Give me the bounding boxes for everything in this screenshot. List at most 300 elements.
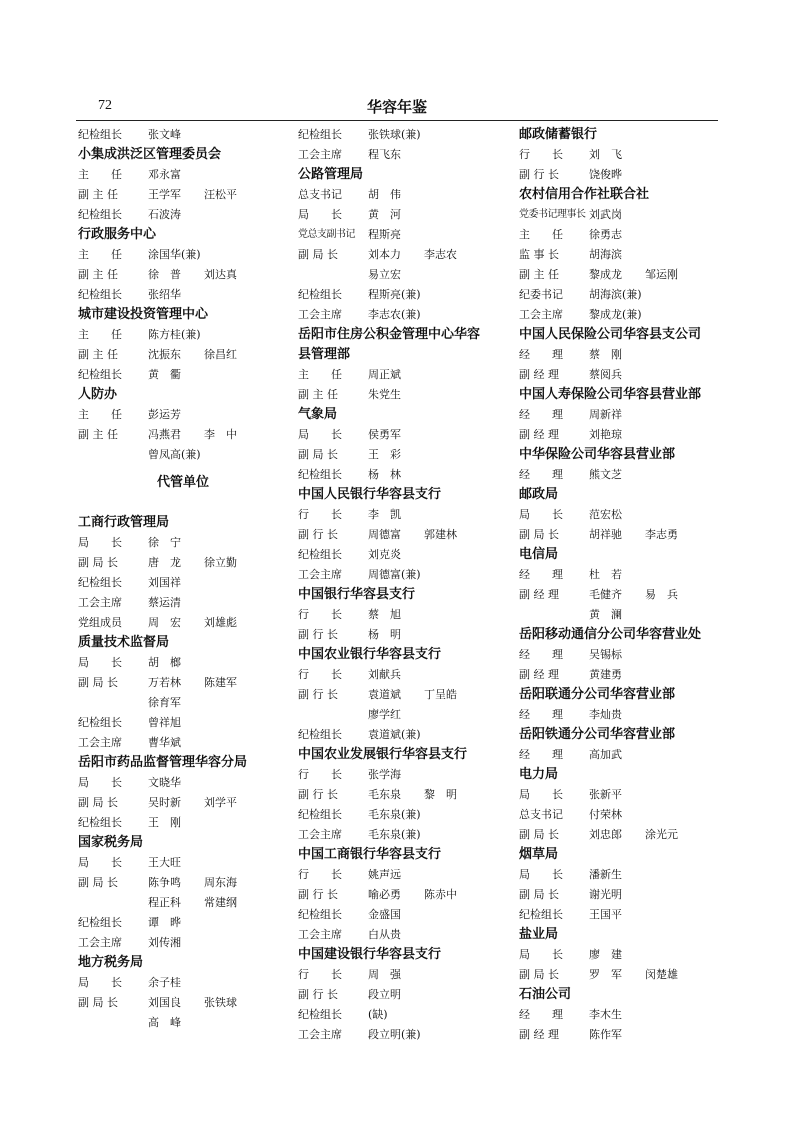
person-name: 张文峰 [148, 128, 181, 141]
position-title: 纪检组长 [298, 728, 342, 741]
position-title: 总支书记 [519, 808, 563, 821]
position-title: 副 局 长 [78, 556, 118, 569]
position-title: 工会主席 [519, 308, 563, 321]
person-name: 王大旺 [148, 856, 181, 869]
person-name: 谢光明 [589, 888, 622, 901]
staff-row [298, 465, 508, 485]
position-title: 党总支副书记 [298, 229, 355, 240]
person-name: 周东海 [204, 876, 237, 889]
staff-row [78, 773, 288, 793]
organization-heading: 中国农业银行华容县支行 [298, 647, 442, 662]
organization-heading: 小集成洪泛区管理委员会 [78, 147, 222, 162]
position-title: 主 任 [519, 228, 563, 241]
organization-heading: 石油公司 [519, 987, 572, 1002]
organization-heading: 工商行政管理局 [78, 515, 170, 530]
staff-row [298, 865, 508, 885]
person-name: 程正科 [148, 896, 181, 909]
staff-row [298, 685, 508, 705]
person-name: 刘克炎 [368, 548, 401, 561]
position-title: 纪检组长 [298, 908, 342, 921]
page-title: 华容年鉴 [366, 98, 427, 116]
person-name: 张学海 [368, 768, 401, 781]
staff-row [519, 305, 719, 325]
staff-row [78, 713, 288, 733]
person-name: 饶俊晔 [589, 168, 622, 181]
position-title: 副 经 理 [519, 1028, 559, 1041]
staff-row [78, 533, 288, 553]
column-2 [298, 125, 508, 1045]
staff-row [78, 793, 288, 813]
organization-heading: 电信局 [519, 547, 559, 562]
person-name: 周新祥 [589, 408, 622, 421]
person-name: 易 兵 [645, 588, 678, 601]
person-name: 谭 晔 [148, 916, 181, 929]
staff-row [78, 125, 288, 145]
organization-heading: 烟草局 [519, 847, 559, 862]
person-name: 黎成龙(兼) [589, 308, 642, 321]
position-title: 主 任 [298, 368, 342, 381]
person-name: 刘雄彪 [204, 616, 237, 629]
position-title: 局 长 [519, 508, 563, 521]
staff-row [519, 965, 719, 985]
person-name: 潘新生 [589, 868, 622, 881]
person-name: 蔡阅兵 [589, 368, 622, 381]
position-title: 副 行 长 [298, 628, 338, 641]
position-title: 副 行 长 [298, 688, 338, 701]
organization-heading: 公路管理局 [298, 167, 364, 182]
position-title: 副 局 长 [298, 448, 338, 461]
person-name: 刘忠郎 [589, 828, 622, 841]
person-name: 李 凯 [368, 508, 401, 521]
person-name: 付荣林 [589, 808, 622, 821]
person-name: 张铁球(兼) [368, 128, 421, 141]
organization-heading: 国家税务局 [78, 835, 144, 850]
organization-heading: 岳阳联通分公司华容营业部 [519, 687, 676, 702]
position-title: 纪检组长 [78, 576, 122, 589]
position-title: 局 长 [519, 948, 563, 961]
staff-row [519, 865, 719, 885]
person-name: 姚声远 [368, 868, 401, 881]
staff-row [298, 605, 508, 625]
staff-row [78, 573, 288, 593]
staff-row [78, 853, 288, 873]
staff-row [519, 365, 719, 385]
person-name: 李 中 [204, 428, 237, 441]
position-title: 纪检组长 [519, 908, 563, 921]
position-title: 副 局 长 [298, 248, 338, 261]
organization-heading: 岳阳市住房公积金管理中心华容 [298, 327, 481, 342]
position-title: 工会主席 [78, 936, 122, 949]
person-name: 易立宏 [368, 268, 401, 281]
position-title: 局 长 [298, 208, 342, 221]
staff-row-continued [78, 693, 288, 713]
person-name: 蔡 旭 [368, 608, 401, 621]
person-name: 徐立勤 [204, 556, 237, 569]
organization-heading: 中国人寿保险公司华容县营业部 [519, 387, 702, 402]
position-title: 工会主席 [298, 568, 342, 581]
person-name: 熊文芝 [589, 468, 622, 481]
position-title: 行 长 [298, 868, 342, 881]
person-name: 曹华斌 [148, 736, 181, 749]
staff-row [78, 653, 288, 673]
person-name: 徐育军 [148, 696, 181, 709]
person-name: 张铁球 [204, 996, 237, 1009]
person-name: 刘达真 [204, 268, 237, 281]
position-title: 经 理 [519, 408, 563, 421]
person-name: 黄建勇 [589, 668, 622, 681]
staff-row [519, 405, 719, 425]
position-title: 行 长 [298, 668, 342, 681]
person-name: (缺) [368, 1008, 388, 1021]
position-title: 副 经 理 [519, 668, 559, 681]
position-title: 经 理 [519, 748, 563, 761]
staff-row-continued [78, 893, 288, 913]
staff-row [519, 565, 719, 585]
organization-heading: 中国建设银行华容县支行 [298, 947, 442, 962]
person-name: 张新平 [589, 788, 622, 801]
organization-heading: 电力局 [519, 767, 559, 782]
staff-row [519, 905, 719, 925]
person-name: 罗 军 [589, 968, 622, 981]
staff-row [78, 405, 288, 425]
person-name: 陈赤中 [424, 888, 457, 901]
person-name: 周德富 [368, 528, 401, 541]
staff-row [78, 365, 288, 385]
position-title: 主 任 [78, 408, 122, 421]
person-name: 周正斌 [368, 368, 401, 381]
person-name: 文晓华 [148, 776, 181, 789]
position-title: 党委书记理事长 [519, 209, 586, 220]
person-name: 冯燕君 [148, 428, 181, 441]
staff-row [298, 505, 508, 525]
staff-row [78, 913, 288, 933]
position-title: 局 长 [78, 856, 122, 869]
position-title: 工会主席 [298, 1028, 342, 1041]
staff-row [298, 425, 508, 445]
person-name: 程斯亮 [368, 228, 401, 241]
position-title: 局 长 [298, 428, 342, 441]
staff-row [78, 265, 288, 285]
staff-row [78, 185, 288, 205]
staff-row [519, 525, 719, 545]
position-title: 纪检组长 [78, 368, 122, 381]
staff-row [519, 245, 719, 265]
staff-row [519, 745, 719, 765]
person-name: 丁呈皓 [424, 688, 457, 701]
organization-heading: 中国人民银行华容县支行 [298, 487, 442, 502]
position-title: 行 长 [298, 968, 342, 981]
person-name: 毛东泉 [368, 788, 401, 801]
person-name: 杜 若 [589, 568, 622, 581]
staff-row [78, 973, 288, 993]
staff-row [298, 725, 508, 745]
person-name: 黄 河 [368, 208, 401, 221]
column-1 [78, 125, 288, 1033]
organization-heading: 城市建设投资管理中心 [78, 307, 209, 322]
staff-row [78, 993, 288, 1013]
person-name: 毛健齐 [589, 588, 622, 601]
staff-row [298, 805, 508, 825]
person-name: 沈振东 [148, 348, 181, 361]
staff-row [519, 425, 719, 445]
person-name: 刘国祥 [148, 576, 181, 589]
position-title: 局 长 [519, 788, 563, 801]
header-rule [76, 120, 718, 121]
person-name: 胡 伟 [368, 188, 401, 201]
staff-row [519, 505, 719, 525]
position-title: 纪检组长 [78, 288, 122, 301]
staff-row [519, 1025, 719, 1045]
person-name: 刘艳琼 [589, 428, 622, 441]
person-name: 刘 飞 [589, 148, 622, 161]
person-name: 刘武岗 [589, 208, 622, 221]
person-name: 刘学平 [204, 796, 237, 809]
person-name: 刘国良 [148, 996, 181, 1009]
organization-heading: 中国农业发展银行华容县支行 [298, 747, 468, 762]
page-header [76, 96, 718, 120]
position-title: 副 行 长 [519, 168, 559, 181]
staff-row [519, 265, 719, 285]
position-title: 行 长 [519, 148, 563, 161]
position-title: 副 局 长 [78, 996, 118, 1009]
position-title: 局 长 [78, 536, 122, 549]
staff-row [519, 145, 719, 165]
staff-row [519, 585, 719, 605]
staff-row [78, 593, 288, 613]
position-title: 经 理 [519, 468, 563, 481]
person-name: 周 强 [368, 968, 401, 981]
person-name: 郭建林 [424, 528, 457, 541]
position-title: 副 经 理 [519, 368, 559, 381]
person-name: 杨 林 [368, 468, 401, 481]
staff-row [298, 1005, 508, 1025]
organization-heading: 岳阳市药品监督管理华容分局 [78, 755, 248, 770]
person-name: 毛东泉(兼) [368, 828, 421, 841]
person-name: 吴锡标 [589, 648, 622, 661]
person-name: 胡海滨(兼) [589, 288, 642, 301]
staff-row [298, 925, 508, 945]
staff-row [519, 805, 719, 825]
organization-heading: 行政服务中心 [78, 227, 157, 242]
staff-row-continued [298, 265, 508, 285]
person-name: 徐昌红 [204, 348, 237, 361]
staff-row [298, 145, 508, 165]
position-title: 工会主席 [78, 596, 122, 609]
staff-row [519, 225, 719, 245]
person-name: 李志农 [424, 248, 457, 261]
staff-row [519, 785, 719, 805]
person-name: 廖学红 [368, 708, 401, 721]
person-name: 徐勇志 [589, 228, 622, 241]
person-name: 陈争鸣 [148, 876, 181, 889]
staff-row [78, 933, 288, 953]
person-name: 周 宏 [148, 616, 181, 629]
organization-heading: 中华保险公司华容县营业部 [519, 447, 676, 462]
person-name: 黄 澜 [589, 608, 622, 621]
organization-heading: 岳阳铁通分公司华容营业部 [519, 727, 676, 742]
position-title: 副 局 长 [519, 528, 559, 541]
person-name: 李灿贵 [589, 708, 622, 721]
organization-heading: 盐业局 [519, 927, 559, 942]
position-title: 纪检组长 [78, 716, 122, 729]
person-name: 陈作军 [589, 1028, 622, 1041]
person-name: 金盛国 [368, 908, 401, 921]
position-title: 经 理 [519, 648, 563, 661]
person-name: 彭运芳 [148, 408, 181, 421]
position-title: 局 长 [519, 868, 563, 881]
person-name: 程斯亮(兼) [368, 288, 421, 301]
person-name: 陈方桂(兼) [148, 328, 201, 341]
position-title: 副 局 长 [78, 676, 118, 689]
organization-heading: 气象局 [298, 407, 338, 422]
page-number: 72 [98, 98, 112, 113]
staff-row [78, 553, 288, 573]
position-title: 副 局 长 [519, 828, 559, 841]
staff-row [298, 965, 508, 985]
position-title: 纪检组长 [298, 808, 342, 821]
person-name: 王学军 [148, 188, 181, 201]
staff-row [78, 873, 288, 893]
spacer [78, 493, 288, 513]
staff-row [298, 825, 508, 845]
person-name: 黄 衢 [148, 368, 181, 381]
person-name: 余子桂 [148, 976, 181, 989]
person-name: 刘传湘 [148, 936, 181, 949]
staff-row [298, 1025, 508, 1045]
position-title: 副 局 长 [519, 968, 559, 981]
organization-heading: 中国人民保险公司华容县支公司 [519, 327, 702, 342]
organization-heading: 地方税务局 [78, 955, 144, 970]
person-name: 闵楚雄 [645, 968, 678, 981]
organization-heading: 质量技术监督局 [78, 635, 170, 650]
person-name: 胡 榔 [148, 656, 181, 669]
person-name: 李志勇 [645, 528, 678, 541]
staff-row [298, 665, 508, 685]
person-name: 曾祥旭 [148, 716, 181, 729]
position-title: 局 长 [78, 656, 122, 669]
staff-row [298, 885, 508, 905]
position-title: 纪检组长 [78, 916, 122, 929]
column-3 [519, 125, 719, 1045]
person-name: 唐 龙 [148, 556, 181, 569]
staff-row-continued [519, 605, 719, 625]
person-name: 黎 明 [424, 788, 457, 801]
organization-heading: 邮政储蓄银行 [519, 127, 598, 142]
position-title: 局 长 [78, 976, 122, 989]
position-title: 经 理 [519, 708, 563, 721]
staff-row [298, 305, 508, 325]
person-name: 蔡运清 [148, 596, 181, 609]
position-title: 副 主 任 [78, 428, 118, 441]
position-title: 副 主 任 [78, 268, 118, 281]
position-title: 纪检组长 [298, 468, 342, 481]
staff-row [78, 285, 288, 305]
person-name: 邹运刚 [645, 268, 678, 281]
staff-row [298, 285, 508, 305]
person-name: 段立明 [368, 988, 401, 1001]
position-title: 监 事 长 [519, 248, 559, 261]
person-name: 黎成龙 [589, 268, 622, 281]
position-title: 纪检组长 [298, 548, 342, 561]
position-title: 行 长 [298, 608, 342, 621]
staff-row [519, 345, 719, 365]
position-title: 工会主席 [78, 736, 122, 749]
staff-row [298, 245, 508, 265]
person-name: 李志农(兼) [368, 308, 421, 321]
staff-row [519, 645, 719, 665]
position-title: 纪检组长 [78, 816, 122, 829]
person-name: 涂国华(兼) [148, 248, 201, 261]
person-name: 白从贵 [368, 928, 401, 941]
staff-row [519, 285, 719, 305]
staff-row [519, 465, 719, 485]
person-name: 吴时新 [148, 796, 181, 809]
staff-row [78, 813, 288, 833]
position-title: 副 主 任 [78, 188, 118, 201]
staff-row [519, 665, 719, 685]
person-name: 万若林 [148, 676, 181, 689]
organization-heading: 县管理部 [298, 347, 351, 362]
staff-row [298, 385, 508, 405]
organization-heading: 农村信用合作社联合社 [519, 187, 650, 202]
staff-row [519, 165, 719, 185]
staff-row [519, 885, 719, 905]
person-name: 张绍华 [148, 288, 181, 301]
staff-row [519, 825, 719, 845]
position-title: 副 行 长 [298, 788, 338, 801]
person-name: 王 彩 [368, 448, 401, 461]
staff-row [298, 445, 508, 465]
person-name: 刘献兵 [368, 668, 401, 681]
person-name: 朱党生 [368, 388, 401, 401]
staff-row [78, 245, 288, 265]
staff-row [519, 945, 719, 965]
staff-row [298, 525, 508, 545]
position-title: 纪检组长 [78, 208, 122, 221]
position-title: 主 任 [78, 168, 122, 181]
person-name: 胡海滨 [589, 248, 622, 261]
position-title: 工会主席 [298, 828, 342, 841]
staff-row [298, 905, 508, 925]
position-title: 副 行 长 [298, 988, 338, 1001]
organization-heading: 中国银行华容县支行 [298, 587, 416, 602]
position-title: 总支书记 [298, 188, 342, 201]
position-title: 纪检组长 [298, 128, 342, 141]
staff-row [298, 765, 508, 785]
position-title: 行 长 [298, 768, 342, 781]
staff-row [298, 365, 508, 385]
staff-row [298, 785, 508, 805]
position-title: 副 局 长 [519, 888, 559, 901]
staff-row [519, 705, 719, 725]
section-heading: 代管单位 [156, 475, 209, 490]
position-title: 纪委书记 [519, 288, 563, 301]
organization-heading: 人防办 [78, 387, 118, 402]
person-name: 常建纲 [204, 896, 237, 909]
position-title: 副 主 任 [78, 348, 118, 361]
position-title: 副 主 任 [519, 268, 559, 281]
person-name: 高 峰 [148, 1016, 181, 1029]
position-title: 副 经 理 [519, 428, 559, 441]
person-name: 蔡 刚 [589, 348, 622, 361]
position-title: 主 任 [78, 248, 122, 261]
position-title: 副 局 长 [78, 876, 118, 889]
staff-row [298, 985, 508, 1005]
person-name: 杨 明 [368, 628, 401, 641]
position-title: 纪检组长 [298, 288, 342, 301]
person-name: 廖 建 [589, 948, 622, 961]
organization-heading: 岳阳移动通信分公司华容营业处 [519, 627, 702, 642]
